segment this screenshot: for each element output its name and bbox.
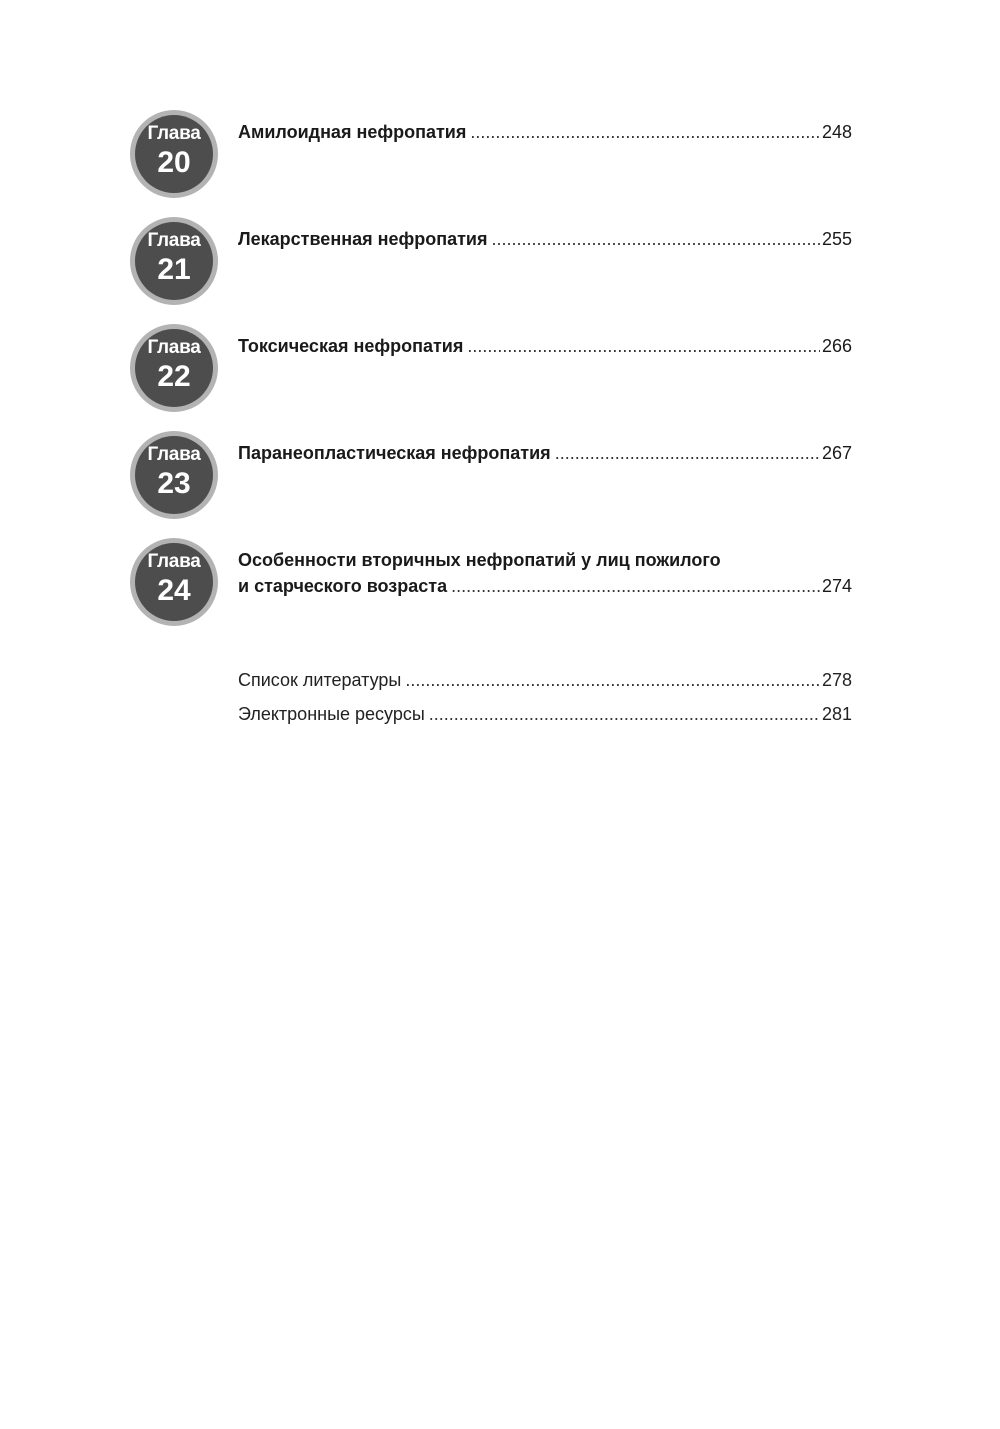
- page-number: 274: [821, 576, 852, 596]
- chapter-badge-inner: [135, 222, 213, 300]
- toc-chapter-20[interactable]: [130, 110, 852, 200]
- toc-back-matter-references[interactable]: [238, 668, 852, 692]
- page-number: 281: [821, 704, 852, 724]
- toc-chapter-24[interactable]: [130, 538, 852, 628]
- chapter-badge: [130, 431, 218, 519]
- chapter-badge-inner: [135, 329, 213, 407]
- chapter-badge-number: 21: [157, 253, 191, 286]
- chapter-badge: [130, 324, 218, 412]
- chapter-badge-word: Глава: [147, 230, 201, 251]
- dot-leader: [405, 668, 820, 692]
- toc-back-matter-e-resources[interactable]: [238, 702, 852, 726]
- chapter-badge-number: 20: [157, 146, 191, 179]
- chapter-badge-inner: [135, 436, 213, 514]
- chapter-badge-word: Глава: [147, 123, 201, 144]
- chapter-title-line-1: Особенности вторичных нефропатий у лиц пожилого: [238, 550, 721, 570]
- chapter-badge-word: Глава: [147, 551, 201, 572]
- chapter-badge-word: Глава: [147, 337, 201, 358]
- chapter-title: Амилоидная нефропатия: [238, 122, 467, 142]
- chapter-badge-inner: [135, 115, 213, 193]
- chapter-title: Паранеопластическая нефропатия: [238, 443, 551, 463]
- toc-entry: [238, 227, 852, 251]
- chapter-badge: [130, 110, 218, 198]
- chapter-badge: [130, 217, 218, 305]
- toc-entry: [238, 548, 852, 598]
- chapter-badge-number: 23: [157, 467, 191, 500]
- chapter-badge: [130, 538, 218, 626]
- back-matter-title: Список литературы: [238, 670, 402, 690]
- toc-entry: [238, 334, 852, 358]
- toc-chapter-21[interactable]: [130, 217, 852, 307]
- page-number: 255: [821, 229, 852, 249]
- chapter-badge-inner: [135, 543, 213, 621]
- page-number: 267: [821, 443, 852, 463]
- page-number: 278: [821, 670, 852, 690]
- page-number: 266: [821, 336, 852, 356]
- chapter-title: Лекарственная нефропатия: [238, 229, 488, 249]
- page-number: 248: [821, 122, 852, 142]
- chapter-badge-word: Глава: [147, 444, 201, 465]
- dot-leader: [555, 441, 820, 465]
- chapter-title-line-2: и старческого возраста: [238, 576, 448, 596]
- back-matter-title: Электронные ресурсы: [238, 704, 425, 724]
- chapter-badge-number: 22: [157, 360, 191, 393]
- toc-entry: [238, 441, 852, 465]
- toc-chapter-23[interactable]: [130, 431, 852, 521]
- toc-entry: [238, 120, 852, 144]
- chapter-badge-number: 24: [157, 574, 191, 607]
- toc-chapter-22[interactable]: [130, 324, 852, 414]
- dot-leader: [467, 334, 820, 358]
- dot-leader: [429, 702, 820, 726]
- dot-leader: [470, 120, 820, 144]
- dot-leader: [491, 227, 819, 251]
- dot-leader: [451, 574, 820, 598]
- chapter-title: Токсическая нефропатия: [238, 336, 464, 356]
